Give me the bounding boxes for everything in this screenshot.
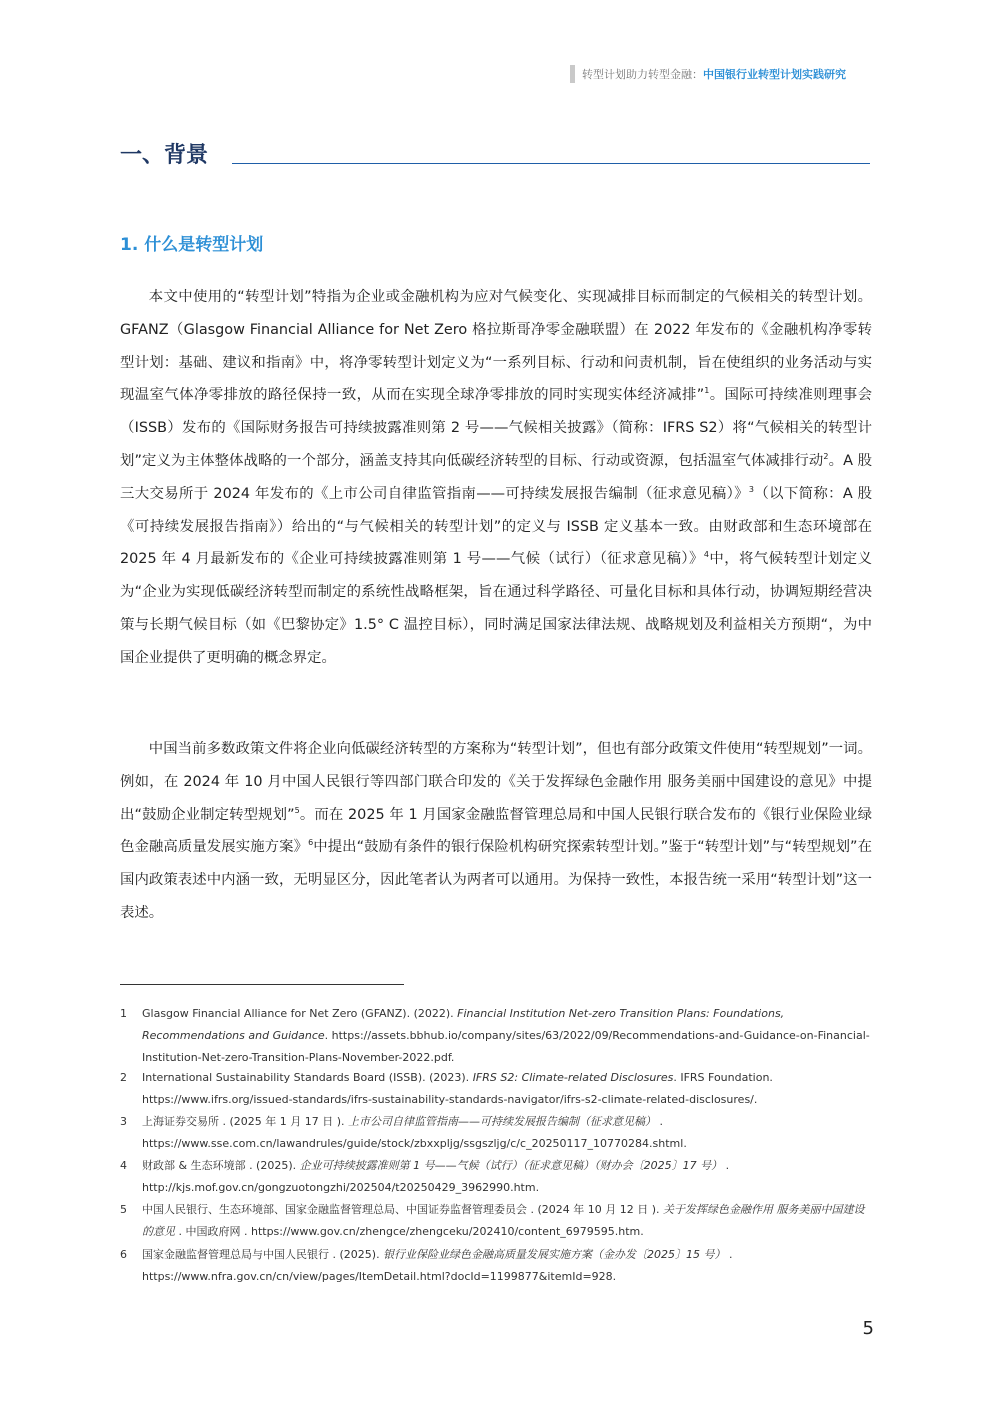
- footnote-ref-4[interactable]: 4: [703, 550, 709, 560]
- header-report-title: 中国银行业转型计划实践研究: [703, 68, 846, 81]
- footnote-author: Glasgow Financial Alliance for Net Zero (GFANZ). (2022).: [142, 1007, 458, 1020]
- running-header: [570, 64, 872, 84]
- footnote-author: 国家金融监督管理总局与中国人民银行 . (2025).: [142, 1248, 384, 1261]
- footnote-ref-1[interactable]: 1: [704, 386, 710, 396]
- footnote-number: 6: [120, 1248, 127, 1261]
- paragraph-text: 本文中使用的“转型计划”特指为企业或金融机构为应对气候变化、实现减排目标而制定的气候相关的转型计划。GFANZ（Glasgow Financial Alliance for Net Zero 格拉斯哥净零金融联盟）在 2022 年发布的《金融机构净零转型计划：基础、建议和指南》中，将净零转型计划定义为“一系列目标、行动和问责机制，旨在使组织的业务活动与实现温室气体净零排放的路径保持一致，从而在实现全球净零排放的同时实现实体经济减排”: [120, 289, 872, 404]
- footnote-title: 上市公司自律监管指南——可持续发展报告编制（征求意见稿）: [348, 1115, 657, 1128]
- footnote-number: 4: [120, 1159, 127, 1172]
- paragraph-text: 。国际可持续准则理事会（ISSB）发布的《国际财务报告可持续披露准则第 2 号——气候相关披露》（简称：IFRS S2）将“气候相关的转型计划”定义为主体整体战略的一个部分，涵盖支持其向低碳经济转型的目标、行动或资源，包括温室气体减排行动: [120, 387, 872, 469]
- footnote-number: 1: [120, 1007, 127, 1020]
- header-report-series: 转型计划助力转型金融：: [582, 68, 703, 81]
- footnote-link[interactable]: . https://www.sse.com.cn/lawandrules/guide/stock/zbxxpljg/ssgszljg/c/c_20250117_10770284.shtml.: [142, 1115, 687, 1150]
- paragraph-definition: [120, 281, 872, 675]
- footnote-title: Financial Institution Net-zero Transition Plans: Foundations, Recommendations and Guidance: [142, 1007, 785, 1042]
- paragraph-text: 。A 股三大交易所于 2024 年发布的《上市公司自律监管指南——可持续发展报告编制（征求意见稿）》: [120, 452, 873, 502]
- footnote-body: [142, 1111, 872, 1155]
- footnote-author: 中国人民银行、生态环境部、国家金融监督管理总局、中国证券监督管理委员会 . (2024 年 10 月 12 日 ).: [142, 1203, 664, 1216]
- footnote-author: 上海证券交易所 . (2025 年 1 月 17 日 ).: [142, 1115, 349, 1128]
- page-number: 5: [862, 1318, 874, 1339]
- footnote-number: 2: [120, 1071, 127, 1084]
- header-accent-bar: [570, 65, 575, 83]
- footnote-ref-2[interactable]: 2: [823, 451, 829, 461]
- footnote-title: 企业可持续披露准则第 1 号——气候（试行）（征求意见稿）（财办会〔2025〕17 号）: [299, 1159, 723, 1172]
- footnote-body: [142, 1199, 872, 1243]
- footnote-ref-5[interactable]: 5: [294, 805, 300, 815]
- paragraph-terminology: [120, 733, 872, 930]
- footnote-title: 关于发挥绿色金融作用 服务美丽中国建设的意见: [142, 1203, 865, 1238]
- footnote-title: 银行业保险业绿色金融高质量发展实施方案（金办发〔2025〕15 号）: [383, 1248, 726, 1261]
- footnote-body: [142, 1244, 872, 1288]
- footnote-title: IFRS S2: Climate-related Disclosures: [472, 1071, 674, 1084]
- footnote-link[interactable]: . 中国政府网 . https://www.gov.cn/zhengce/zhengceku/202410/content_6979595.htm.: [175, 1225, 644, 1238]
- paragraph-text: （以下简称：A 股《可持续发展报告指南》）给出的“与气候相关的转型计划”的定义与 ISSB 定义基本一致。由财政部和生态环境部在 2025 年 4 月最新发布的《企业可持续披露准则第 1 号——气候（试行）（征求意见稿）》: [120, 485, 873, 568]
- footnote-number: 3: [120, 1115, 127, 1128]
- footnote-ref-3[interactable]: 3: [748, 484, 754, 494]
- footnote-author: International Sustainability Standards Board (ISSB). (2023).: [142, 1071, 473, 1084]
- paragraph-text: 。而在 2025 年 1 月国家金融监督管理总局和中国人民银行联合发布的《银行业保险业绿色金融高质量发展实施方案》: [120, 806, 872, 856]
- footnote-body: [142, 1003, 872, 1069]
- header-text: [582, 66, 846, 82]
- footnote-link[interactable]: . http://kjs.mof.gov.cn/gongzuotongzhi/202504/t20250429_3962990.htm.: [142, 1159, 730, 1194]
- paragraph-text: 中，将气候转型计划定义为“企业为实现低碳经济转型而制定的系统性战略框架，旨在通过科学路径、可量化目标和具体行动，协调短期经营决策与长期气候目标（如《巴黎协定》1.5° C 温控目标），同时满足国家法律法规、战略规划及利益相关方预期“，为中国企业提供了更明确的概念界定。: [120, 551, 872, 666]
- section-title-rule: [232, 163, 870, 164]
- footnote-link[interactable]: . https://www.nfra.gov.cn/cn/view/pages/ItemDetail.html?docId=1199877&itemId=928.: [142, 1248, 733, 1283]
- footnote-author: 财政部 & 生态环境部 . (2025).: [142, 1159, 300, 1172]
- paragraph-text: 中提出“鼓励有条件的银行保险机构研究探索转型计划。”鉴于“转型计划”与“转型规划”在国内政策表述中内涵一致，无明显区分，因此笔者认为两者可以通用。为保持一致性，本报告统一采用“转型计划”这一表述。: [120, 839, 872, 921]
- footnote-body: [142, 1155, 872, 1199]
- footnote-link[interactable]: . IFRS Foundation. https://www.ifrs.org/issued-standards/ifrs-sustainability-standards-navigator/ifrs-s2-climate-related-disclosures/.: [142, 1071, 773, 1106]
- subsection-title: 1. 什么是转型计划: [120, 235, 264, 255]
- footnote-number: 5: [120, 1203, 127, 1216]
- footnote-separator: [120, 984, 404, 985]
- footnote-link[interactable]: . https://assets.bbhub.io/company/sites/63/2022/09/Recommendations-and-Guidance-on-Financial-Institution-Net-zero-Transition-Plans-November-2022.pdf.: [142, 1029, 870, 1064]
- section-title: 一、背景: [120, 143, 209, 168]
- paragraph-text: 中国当前多数政策文件将企业向低碳经济转型的方案称为“转型计划”，但也有部分政策文件使用“转型规划”一词。例如，在 2024 年 10 月中国人民银行等四部门联合印发的《关于发挥绿色金融作用 服务美丽中国建设的意见》中提出“鼓励企业制定转型规划”: [120, 741, 872, 823]
- footnote-ref-6[interactable]: 6: [308, 838, 314, 848]
- footnote-body: [142, 1067, 872, 1111]
